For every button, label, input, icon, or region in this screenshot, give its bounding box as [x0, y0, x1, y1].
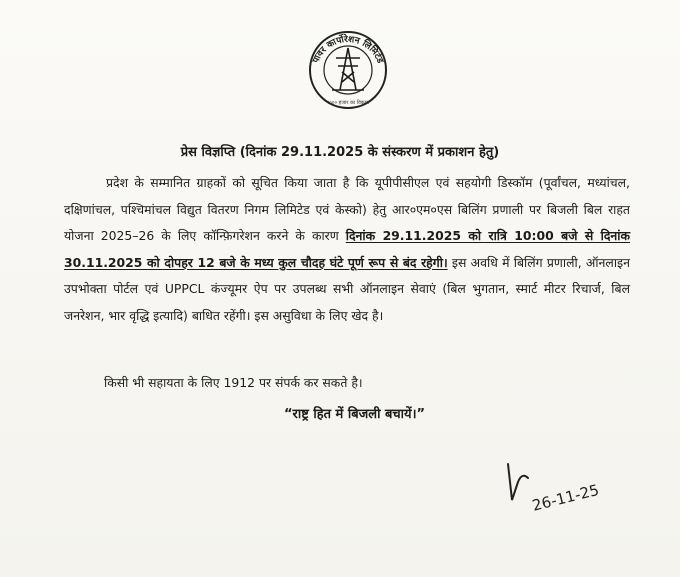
paragraph-intro: प्रदेश के सम्मानित ग्राहकों को सूचित किया जाता है कि यूपीपीसीएल एवं सहयोगी डिस्कॉम (पूर्वांचल, मध्यांचल, दक्षिणांचल, पश्चिमांचल विद्युत वितरण निगम लिमिटेड एवं केस्को) हेतु आर०एम०एस बिलिंग प्रणाली पर बिजली बिल राहत योजना 2025–26 के लिए कॉन्फ़िगरेशन करने के कारण [64, 175, 630, 243]
company-seal-logo [298, 28, 398, 112]
svg-text:पावर कार्पोरेशन लिमिटेड: पावर कार्पोरेशन लिमिटेड [311, 34, 385, 65]
svg-text:26-11-25: 26-11-25 [530, 480, 601, 515]
paragraph-details: इस अवधि में बिलिंग प्रणाली, ऑनलाइन उपभोक्ता पोर्टल एवं UPPCL कंज्यूमर ऐप पर उपलब्ध सभी ऑनलाइन सेवाएं (बिल भुगतान, स्मार्ट मीटर रिचार्ज, बिल जनरेशन, भार वृद्धि इत्यादि) बाधित रहेंगी। इस असुविधा के लिए खेद है। [64, 254, 631, 323]
helpline-text: किसी भी सहायता के लिए 1912 पर संपर्क कर सकते है। [104, 375, 363, 390]
power-tower-icon [332, 48, 364, 90]
notice-body [64, 170, 630, 329]
slogan: “राष्ट्र हित में बिजली बचायें।” [284, 407, 426, 422]
notice-paragraph [64, 170, 630, 329]
svg-text:१००० हजार का विकास: १००० हजार का विकास [326, 100, 370, 106]
shutdown-period-highlight: दिनांक 29.11.2025 को रात्रि 10:00 बजे से दिनांक 30.11.2025 को दोपहर 12 बजे के मध्य कुल चौदह घंटे पूर्ण रूप से बंद रहेगी। [64, 228, 631, 270]
press-release-title: प्रेस विज्ञप्ति (दिनांक 29.11.2025 के संस्करण में प्रकाशन हेतु) [180, 145, 500, 160]
signature [500, 452, 610, 522]
